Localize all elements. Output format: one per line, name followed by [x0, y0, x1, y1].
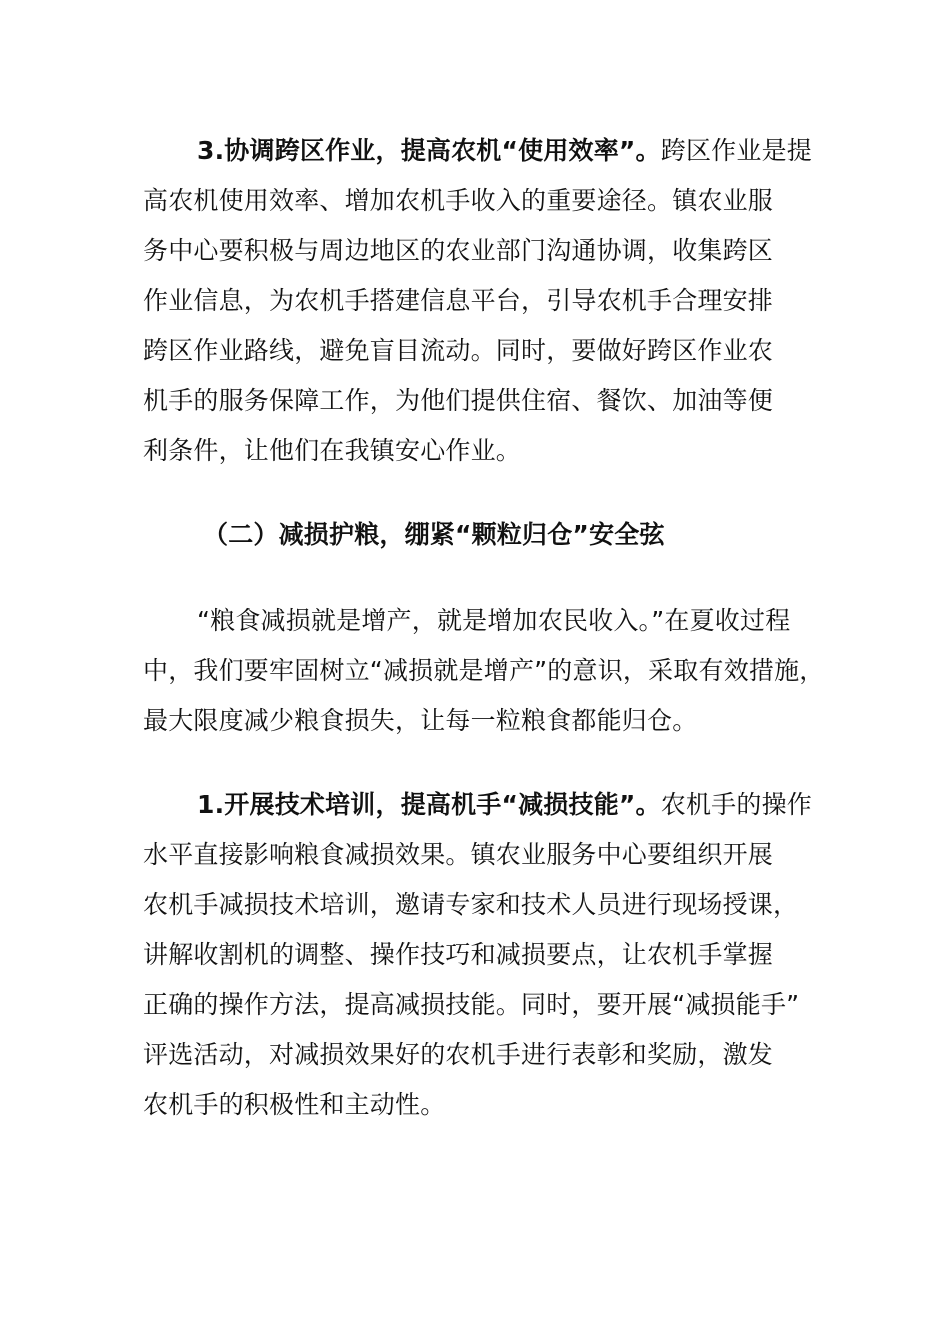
paragraph-line: 利条件，让他们在我镇安心作业。	[143, 436, 522, 465]
paragraph-first-line	[197, 126, 812, 176]
paragraph-text: 农机手的操作	[660, 790, 812, 819]
paragraph-first-line	[197, 780, 812, 830]
paragraph-line: 高农机使用效率、增加农机手收入的重要途径。镇农业服	[143, 186, 774, 215]
paragraph-line: 跨区作业路线，避免盲目流动。同时，要做好跨区作业农	[143, 336, 774, 365]
paragraph-lead-bold: 3.协调跨区作业，提高农机“使用效率”。	[197, 136, 661, 165]
paragraph-line: 农机手减损技术培训，邀请专家和技术人员进行现场授课，	[143, 890, 799, 919]
paragraph-line: 讲解收割机的调整、操作技巧和减损要点，让农机手掌握	[143, 940, 774, 969]
section-heading-text: （二）减损护粮，绷紧“颗粒归仓”安全弦	[203, 520, 665, 549]
paragraph-line: 正确的操作方法，提高减损技能。同时，要开展“减损能手”	[143, 990, 800, 1019]
paragraph-line: 评选活动，对减损效果好的农机手进行表彰和奖励，激发	[143, 1040, 774, 1069]
paragraph-line: 作业信息，为农机手搭建信息平台，引导农机手合理安排	[143, 286, 774, 315]
paragraph-first-line: “粮食减损就是增产，就是增加农民收入。”在夏收过程	[197, 606, 791, 635]
paragraph-line: 务中心要积极与周边地区的农业部门沟通协调，收集跨区	[143, 236, 774, 265]
paragraph-lead-bold: 1.开展技术培训，提高机手“减损技能”。	[197, 790, 661, 819]
paragraph-line: 最大限度减少粮食损失，让每一粒粮食都能归仓。	[143, 706, 698, 735]
paragraph-line: 农机手的积极性和主动性。	[143, 1090, 446, 1119]
paragraph-text: 跨区作业是提	[660, 136, 812, 165]
paragraph-line: 机手的服务保障工作，为他们提供住宿、餐饮、加油等便	[143, 386, 774, 415]
paragraph-line: 水平直接影响粮食减损效果。镇农业服务中心要组织开展	[143, 840, 774, 869]
paragraph-line: 中，我们要牢固树立“减损就是增产”的意识，采取有效措施，	[143, 656, 825, 685]
